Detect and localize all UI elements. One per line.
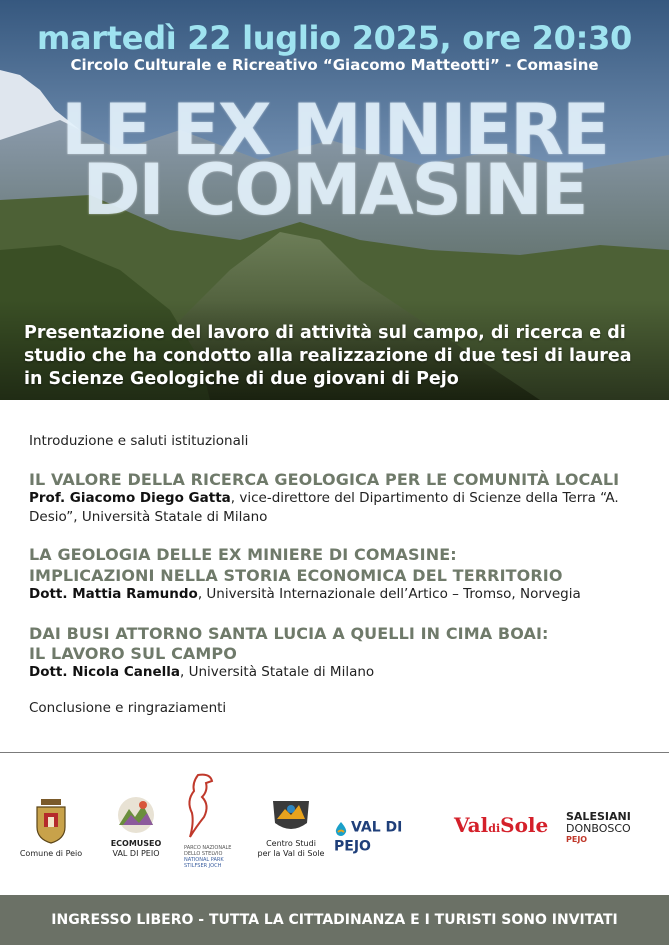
- talk-2-title-line-2: IMPLICAZIONI NELLA STORIA ECONOMICA DEL TERRITORIO: [29, 566, 563, 585]
- val-di-pejo-text: VAL DI PEJO: [334, 819, 403, 855]
- event-description: Presentazione del lavoro di attività sul campo, di ricerca e di studio che ha condotto alla realizzazione di due tesi di laurea in Scienze Geologiche di due giovani di Pejo: [24, 323, 632, 389]
- parco-stelvio-logo: [184, 771, 244, 869]
- salesiani-text-2: DONBOSCO: [566, 822, 631, 835]
- talk-1-title: IL VALORE DELLA RICERCA GEOLOGICA PER LE COMUNITÀ LOCALI: [29, 470, 620, 489]
- program-section: [0, 400, 669, 752]
- sponsor-logos: [0, 752, 669, 895]
- event-title-line-2: DI COMASINE: [82, 149, 587, 231]
- ecomuseo-caption-1: ECOMUSEO: [110, 839, 162, 848]
- coat-of-arms-icon: [33, 797, 69, 845]
- ecomuseo-mountains-icon: [113, 795, 159, 835]
- eagle-icon: [184, 771, 218, 841]
- val-di-sole-text-3: Sole: [500, 813, 549, 837]
- talk-3-affiliation: , Università Statale di Milano: [180, 664, 375, 680]
- val-di-sole-logo: [454, 813, 550, 837]
- talk-1-affiliation: , vice-direttore del Dipartimento di Scienze della Terra “A. Desio”, Università Statale di Milano: [29, 490, 619, 525]
- talk-3-title-line-1: DAI BUSI ATTORNO SANTA LUCIA A QUELLI IN CIMA BOAI:: [29, 624, 549, 643]
- val-di-pejo-logo: [334, 817, 442, 855]
- talk-3-speaker: [29, 663, 649, 682]
- program-closing: Conclusione e ringraziamenti: [29, 700, 227, 716]
- centro-studi-logo: [252, 797, 330, 859]
- talk-2-speaker-name: Dott. Mattia Ramundo: [29, 586, 198, 602]
- ecomuseo-logo: [100, 795, 172, 859]
- centro-caption-1: Centro Studi: [266, 839, 316, 848]
- parco-caption-en: NATIONAL PARK STILFSER JOCH: [184, 857, 224, 869]
- talk-3-speaker-name: Dott. Nicola Canella: [29, 664, 181, 680]
- salesiani-text-3: PEJO: [566, 835, 588, 844]
- talk-1-speaker-name: Prof. Giacomo Diego Gatta: [29, 490, 231, 506]
- program-intro: Introduzione e saluti istituzionali: [29, 433, 249, 449]
- talk-3-title-line-2: IL LAVORO SUL CAMPO: [29, 644, 237, 663]
- footer-banner: INGRESSO LIBERO - TUTTA LA CITTADINANZA E I TURISTI SONO INVITATI: [0, 895, 669, 945]
- event-venue: Circolo Culturale e Ricreativo “Giacomo Matteotti” - Comasine: [70, 56, 599, 74]
- centro-studi-emblem-icon: [269, 797, 313, 835]
- event-date-time: martedì 22 luglio 2025, ore 20:30: [36, 19, 633, 57]
- comune-caption: Comune di Peio: [19, 849, 83, 858]
- ecomuseo-caption-2: VAL DI PEIO: [112, 849, 160, 858]
- centro-caption-2: per la Val di Sole: [257, 849, 325, 858]
- val-di-sole-text-1: Val: [454, 813, 489, 837]
- parco-caption-it: PARCO NAZIONALE DELLO STELVIO: [184, 845, 232, 857]
- hero-banner: [0, 0, 669, 400]
- talk-2-title-line-1: LA GEOLOGIA DELLE EX MINIERE DI COMASINE:: [29, 545, 457, 564]
- salesiani-text-1: SALESIANI: [566, 810, 631, 823]
- talk-2-affiliation: , Università Internazionale dell’Artico – Tromso, Norvegia: [197, 586, 581, 602]
- comune-di-peio-logo: [14, 797, 88, 859]
- event-title-line-1: LE EX MINIERE: [61, 89, 608, 171]
- salesiani-don-bosco-logo: [566, 811, 650, 845]
- talk-2-speaker: [29, 585, 649, 604]
- val-di-sole-text-2: di: [488, 822, 501, 835]
- talk-1-speaker: [29, 489, 649, 527]
- water-drop-icon: [334, 821, 348, 835]
